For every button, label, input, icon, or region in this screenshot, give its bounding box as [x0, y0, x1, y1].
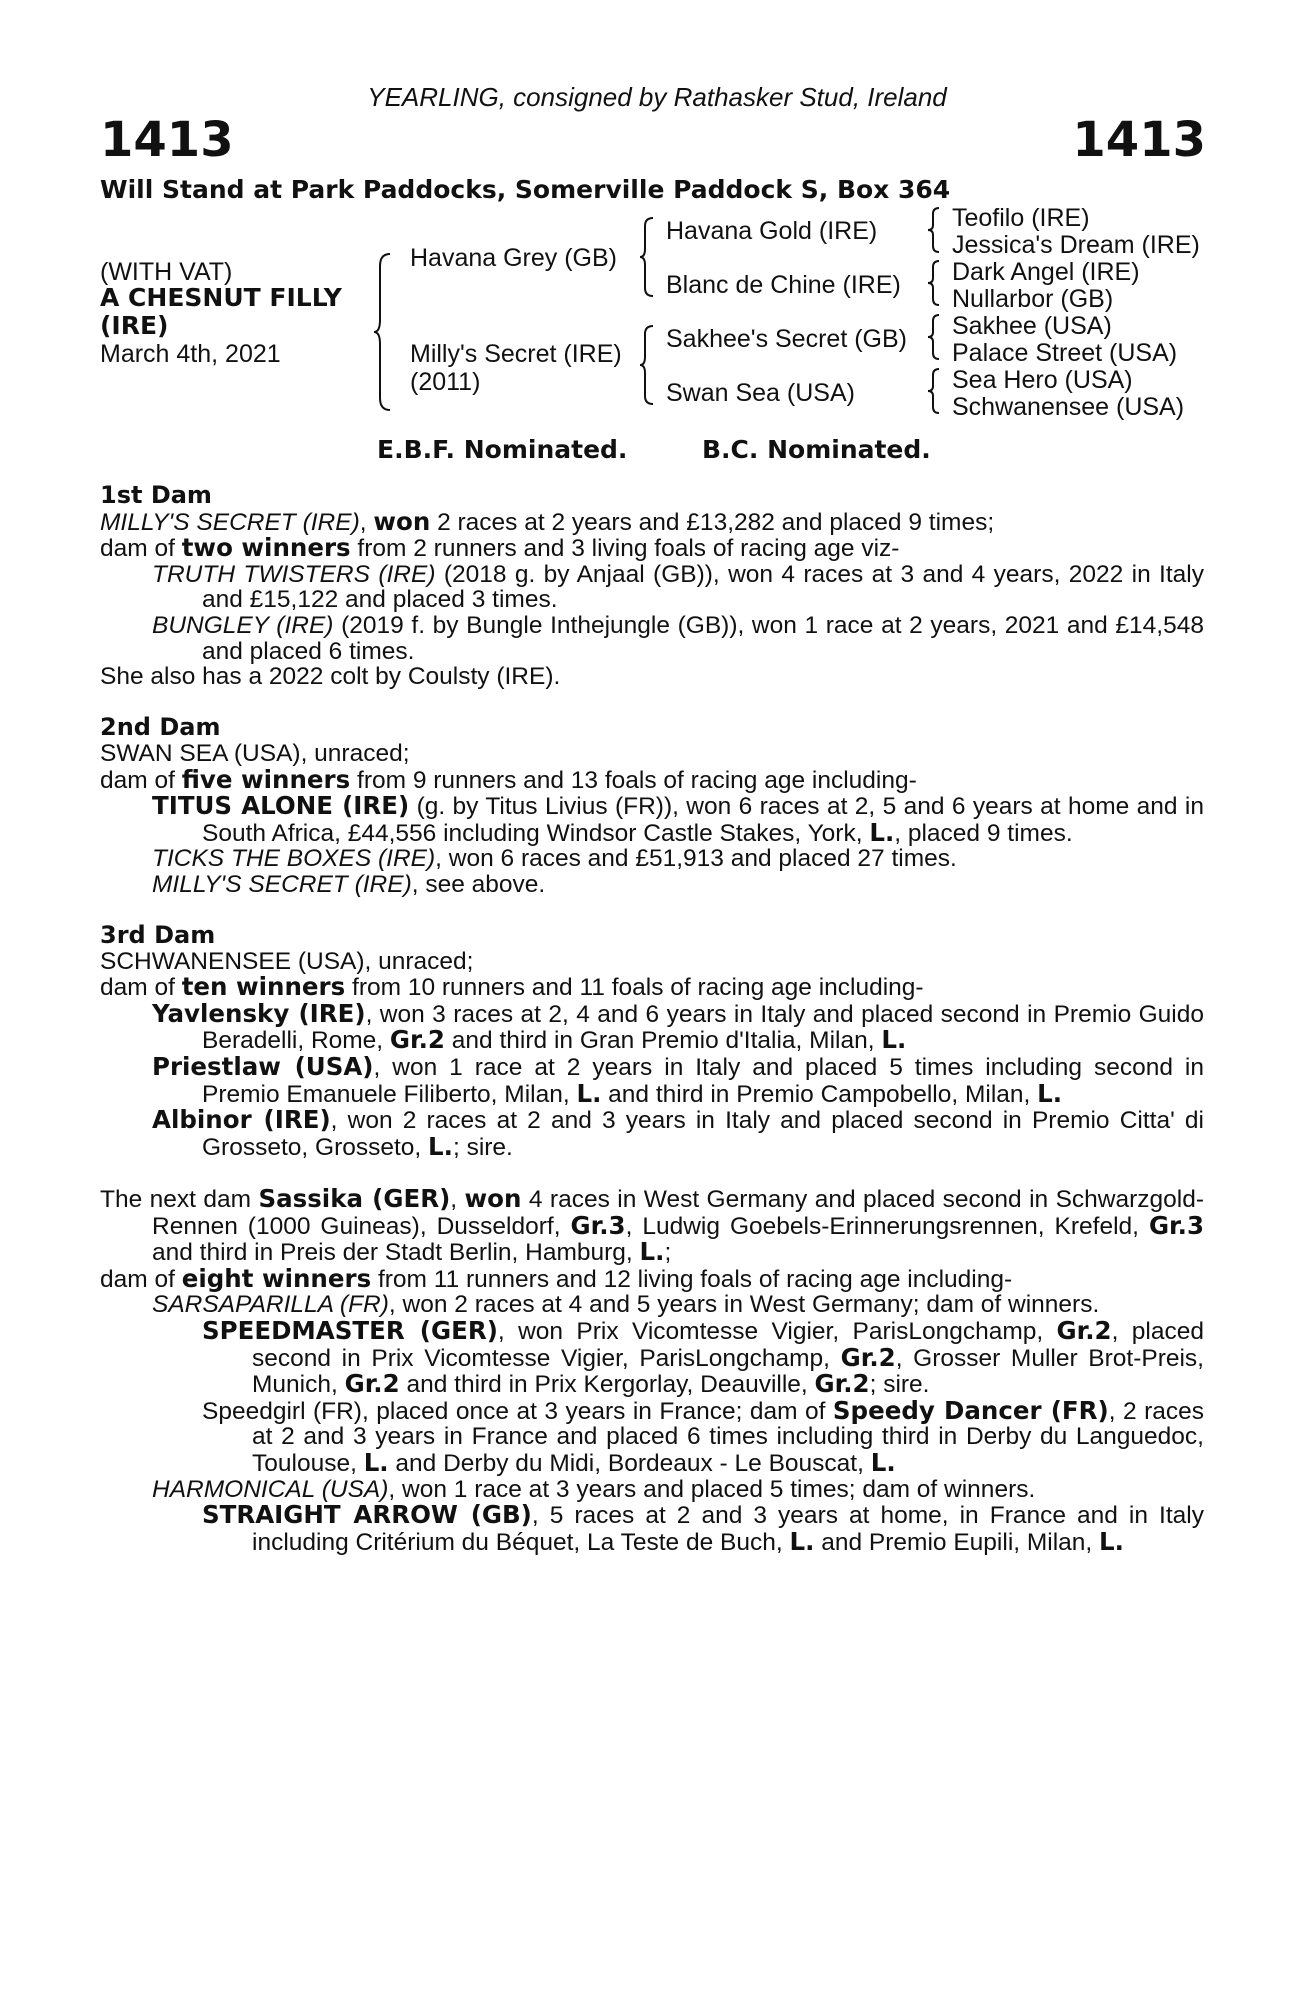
stand-location: Will Stand at Park Paddocks, Somerville Paddock S, Box 364 [100, 175, 951, 204]
vat-note: (WITH VAT) [100, 258, 233, 286]
second-dam-heading: 2nd Dam [100, 713, 221, 742]
pedigree-brace-sire [638, 216, 658, 298]
catalogue-body [100, 483, 1204, 1555]
pedigree-brace-ds [926, 313, 944, 361]
pedigree-brace-ss [926, 206, 944, 254]
consignment-line: YEARLING, consigned by Rathasker Stud, Ireland [367, 82, 947, 112]
sd-sire: Dark Angel (IRE) [952, 258, 1140, 286]
second-dam-produce-3: MILLY'S SECRET (IRE), see above. [152, 870, 546, 898]
foaling-date: March 4th, 2021 [100, 340, 281, 368]
third-dam-produce-3: Albinor (IRE), won 2 races at 2 and 3 years in Italy and placed second in Premio Citta' di Grosseto, Grosseto, L.; sire. [152, 1105, 1204, 1161]
dam-sire: Sakhee's Secret (GB) [666, 325, 907, 353]
next-dam-record: The next dam Sassika (GER), won 4 races in West Germany and placed second in Schwarzgold-Rennen (1000 Guineas), Dusseldorf, Gr.3, Ludwig Goebels-Erinnerungsrennen, Krefeld, Gr.3 and third in Preis der Stadt Berlin, Hamburg, L.; [100, 1184, 1204, 1267]
first-dam-produce-2: BUNGLEY (IRE) (2019 f. by Bungle Inthejungle (GB)), won 1 race at 2 years, 2021 and £14,548 and placed 6 times. [152, 611, 1204, 665]
pedigree-brace-dd [926, 367, 944, 415]
first-dam-produce-summary: dam of two winners from 2 runners and 3 living foals of racing age viz- [100, 533, 900, 563]
dam-year: (2011) [410, 368, 481, 396]
lot-number-right: 1413 [1072, 112, 1206, 168]
next-dam-grandproduce-3: STRAIGHT ARROW (GB), 5 races at 2 and 3 years at home, in France and in Italy including Critérium du Béquet, La Teste de Buch, L. and Premio Eupili, Milan, L. [202, 1500, 1204, 1556]
third-dam-heading: 3rd Dam [100, 921, 216, 950]
first-dam-record: MILLY'S SECRET (IRE), won 2 races at 2 years and £13,282 and placed 9 times; [100, 506, 995, 536]
lot-number-left: 1413 [100, 112, 234, 168]
ds-dam: Palace Street (USA) [952, 339, 1178, 367]
first-dam-also: She also has a 2022 colt by Coulsty (IRE). [100, 663, 561, 691]
second-dam-produce-1: TITUS ALONE (IRE) (g. by Titus Livius (FR)), won 6 races at 2, 5 and 6 years at home and in South Africa, £44,556 including Windsor Castle Stakes, York, L., placed 9 times. [152, 791, 1204, 847]
next-dam-produce-1: SARSAPARILLA (FR), won 2 races at 4 and 5 years in West Germany; dam of winners. [152, 1291, 1100, 1319]
ebf-nomination: E.B.F. Nominated. [377, 435, 628, 464]
ss-dam: Jessica's Dream (IRE) [952, 231, 1200, 259]
dam-name: Milly's Secret (IRE) [410, 340, 622, 368]
pedigree-brace-main [372, 252, 396, 412]
horse-origin: (IRE) [100, 311, 169, 340]
third-dam-produce-2: Priestlaw (USA), won 1 race at 2 years in Italy and placed 5 times including second in Premio Emanuele Filiberto, Milan, L. and third in Premio Campobello, Milan, L. [152, 1052, 1204, 1108]
dam-dam: Swan Sea (USA) [666, 379, 855, 407]
next-dam-produce-2: HARMONICAL (USA), won 1 race at 3 years and placed 5 times; dam of winners. [152, 1475, 1036, 1503]
sire-dam: Blanc de Chine (IRE) [666, 271, 901, 299]
third-dam-produce-1: Yavlensky (IRE), won 3 races at 2, 4 and 6 years in Italy and placed second in Premio Guido Beradelli, Rome, Gr.2 and third in Gran Premio d'Italia, Milan, L. [152, 998, 1204, 1055]
sd-dam: Nullarbor (GB) [952, 285, 1114, 313]
second-dam-record: SWAN SEA (USA), unraced; [100, 739, 410, 767]
second-dam-produce-summary: dam of five winners from 9 runners and 13 foals of racing age including- [100, 764, 917, 794]
sire-name: Havana Grey (GB) [410, 244, 618, 272]
third-dam-record: SCHWANENSEE (USA), unraced; [100, 947, 474, 975]
next-dam-grandproduce-1: SPEEDMASTER (GER), won Prix Vicomtesse Vigier, ParisLongchamp, Gr.2, placed second in Prix Vicomtesse Vigier, ParisLongchamp, Gr.2, Grosser Muller Brot-Preis, Munich, Gr.2 and third in Prix Kergorlay, Deauville, Gr.2; sire. [202, 1316, 1204, 1399]
bc-nomination: B.C. Nominated. [702, 435, 931, 464]
ss-sire: Teofilo (IRE) [952, 204, 1090, 232]
first-dam-heading: 1st Dam [100, 481, 212, 509]
next-dam-produce-summary: dam of eight winners from 11 runners and 12 living foals of racing age including- [100, 1263, 1013, 1293]
dd-dam: Schwanensee (USA) [952, 393, 1185, 421]
sire-sire: Havana Gold (IRE) [666, 217, 878, 245]
pedigree-brace-dam [638, 324, 658, 406]
ds-sire: Sakhee (USA) [952, 312, 1112, 340]
pedigree-brace-sd [926, 259, 944, 307]
first-dam-produce-1: TRUTH TWISTERS (IRE) (2018 g. by Anjaal (GB)), won 4 races at 3 and 4 years, 2022 in Italy and £15,122 and placed 3 times. [152, 560, 1204, 614]
next-dam-grandproduce-2: Speedgirl (FR), placed once at 3 years in France; dam of Speedy Dancer (FR), 2 races at 2 and 3 years in France and placed 6 times including third in Derby du Languedoc, Toulouse, L. and Derby du Midi, Bordeaux - Le Bouscat, L. [202, 1395, 1205, 1477]
horse-name: A CHESNUT FILLY [100, 283, 342, 312]
third-dam-produce-summary: dam of ten winners from 10 runners and 11 foals of racing age including- [100, 972, 924, 1002]
dd-sire: Sea Hero (USA) [952, 366, 1133, 394]
second-dam-produce-2: TICKS THE BOXES (IRE), won 6 races and £51,913 and placed 27 times. [152, 845, 957, 873]
